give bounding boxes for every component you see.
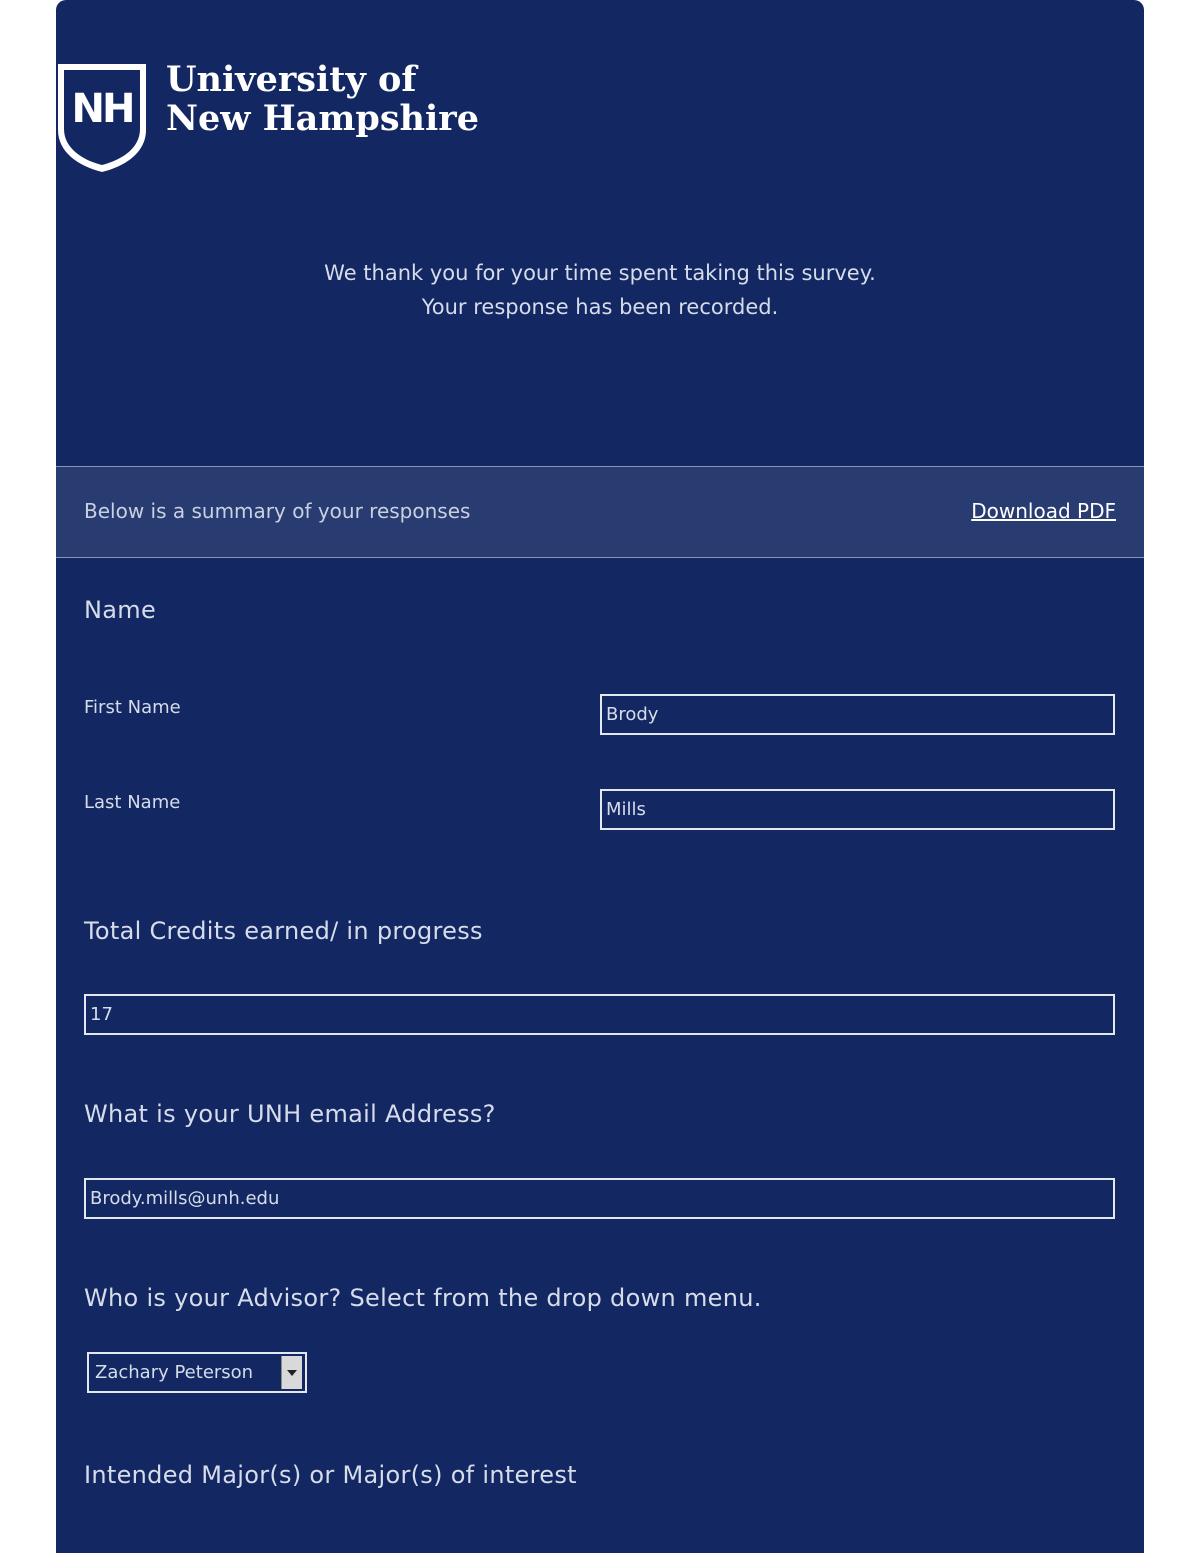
last-name-field[interactable] [600,789,1115,830]
unh-logo [56,59,479,174]
major-question: Intended Major(s) or Major(s) of interest [84,1461,577,1489]
first-name-label: First Name [84,697,181,718]
logo-line-2: New Hampshire [166,98,479,139]
advisor-select[interactable] [87,1352,307,1393]
last-name-label: Last Name [84,792,181,813]
logo-text [166,60,479,138]
name-section-title: Name [84,596,157,624]
survey-card [56,0,1144,1553]
thanks-line-2: Your response has been recorded. [421,295,779,319]
email-question: What is your UNH email Address? [84,1100,496,1128]
shield-letters: NH [71,86,133,132]
nh-shield-icon [56,62,148,174]
first-name-field[interactable] [600,694,1115,735]
logo-line-1: University of [166,59,417,100]
credits-field[interactable] [84,994,1115,1035]
dropdown-arrow-icon[interactable] [281,1356,302,1389]
advisor-selected-value: Zachary Peterson [95,1362,254,1383]
email-field[interactable] [84,1178,1115,1219]
summary-bar [56,466,1144,558]
thank-you-message [56,256,1144,324]
summary-text: Below is a summary of your responses [84,499,471,523]
download-pdf-link[interactable]: Download PDF [971,499,1116,523]
thanks-line-1: We thank you for your time spent taking this survey. [324,261,876,285]
credits-question: Total Credits earned/ in progress [84,917,483,945]
advisor-question: Who is your Advisor? Select from the drop down menu. [84,1284,762,1312]
